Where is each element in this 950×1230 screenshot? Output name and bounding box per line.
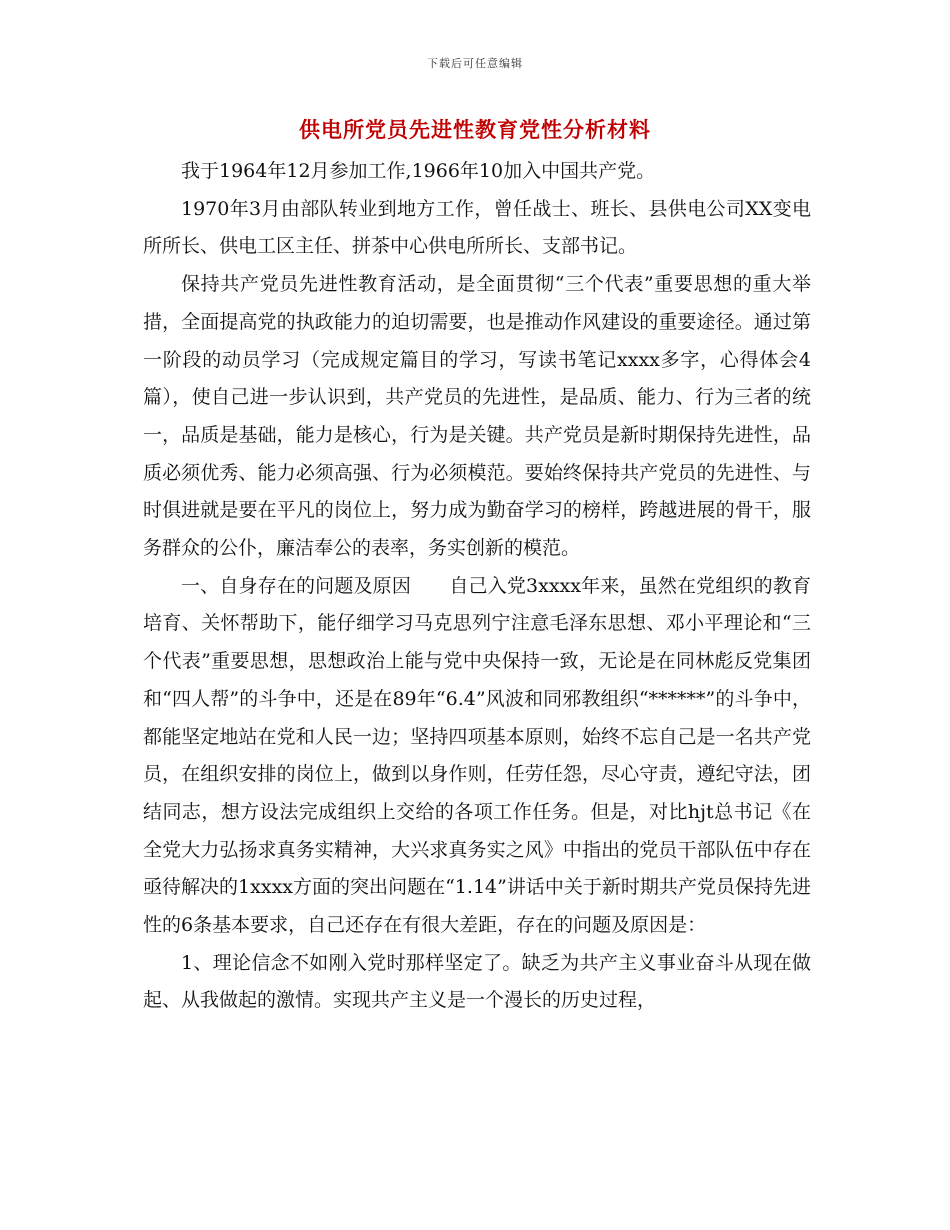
document-body [143, 153, 811, 1020]
paragraph: 1、理论信念不如刚入党时那样坚定了。缺乏为共产主义事业奋斗从现在做起、从我做起的激情。实现共产主义是一个漫长的历史过程， [143, 951, 811, 1012]
header-note: 下载后可任意编辑 [427, 57, 523, 70]
paragraph: 保持共产党员先进性教育活动，是全面贯彻“三个代表”重要思想的重大举措，全面提高党的执政能力的迫切需要，也是推动作风建设的重要途径。通过第一阶段的动员学习（完成规定篇目的学习，写读书笔记xxxx多字，心得体会4篇），使自己进一步认识到，共产党员的先进性，是品质、能力、行为三者的统一，品质是基础，能力是核心，行为是关键。共产党员是新时期保持先进性，品质必须优秀、能力必须高强、行为必须模范。要始终保持共产党员的先进性、与时俱进就是要在平凡的岗位上，努力成为勤奋学习的榜样，跨越进展的骨干，服务群众的公仆，廉洁奉公的表率，务实创新的模范。 [143, 273, 811, 560]
paragraph: 一、自身存在的问题及原因 自己入党3xxxx年来，虽然在党组织的教育培育、关怀帮助下，能仔细学习马克思列宁注意毛泽东思想、邓小平理论和“三个代表”重要思想，思想政治上能与党中央保持一致，无论是在同林彪反党集团和“四人帮”的斗争中，还是在89年“6.4”风波和同邪教组织“******”的斗争中，都能坚定地站在党和人民一边；坚持四项基本原则，始终不忘自己是一名共产党员，在组织安排的岗位上，做到以身作则，任劳任怨，尽心守责，遵纪守法，团结同志，想方设法完成组织上交给的各项工作任务。但是，对比hjt总书记《在全党大力弘扬求真务实精神，大兴求真务实之风》中指出的党员干部队伍中存在亟待解决的1xxxx方面的突出问题在“1.14”讲话中关于新时期共产党员保持先进性的6条基本要求，自己还存在有很大差距，存在的问题及原因是： [143, 574, 811, 937]
paragraph: 1970年3月由部队转业到地方工作，曾任战士、班长、县供电公司XX变电所所长、供电工区主任、拼茶中心供电所所长、支部书记。 [143, 197, 811, 258]
paragraph: 我于1964年12月参加工作,1966年10加入中国共产党。 [181, 160, 656, 182]
document-title: 供电所党员先进性教育党性分析材料 [299, 117, 651, 142]
